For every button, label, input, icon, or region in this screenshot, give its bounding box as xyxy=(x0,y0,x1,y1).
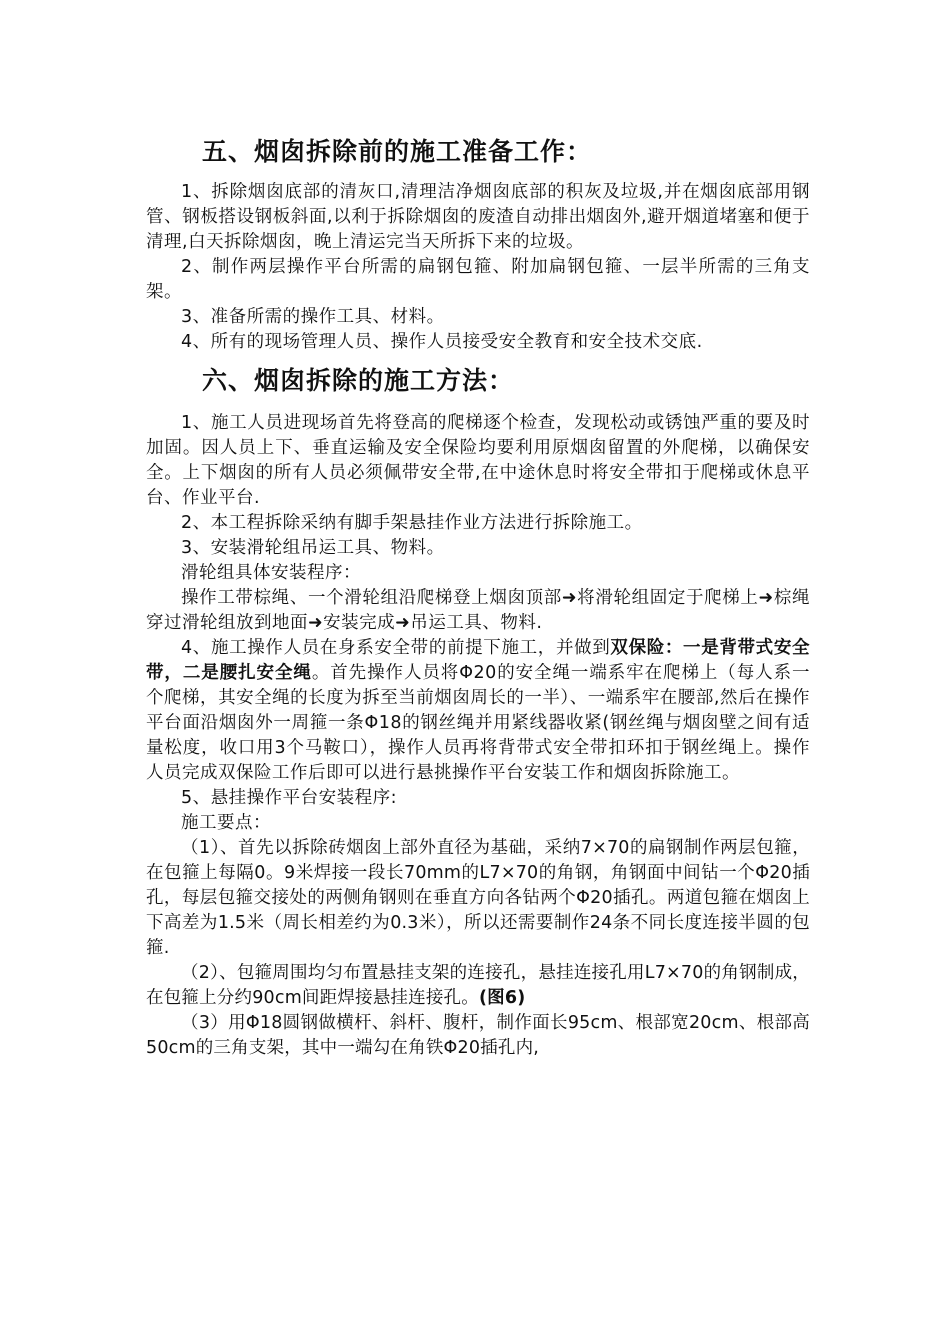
paragraph: 操作工带棕绳、一个滑轮组沿爬梯登上烟囱顶部➜将滑轮组固定于爬梯上➜棕绳穿过滑轮组放到地面➜安装完成➜吊运工具、物料. xyxy=(146,588,810,633)
figure-reference: (图6) xyxy=(478,988,526,1008)
bold-text-run: 双保险：一是背带式安全带，二是腰扎安全绳 xyxy=(146,638,810,683)
section-6-body xyxy=(146,411,810,1061)
section-5-title: 五、烟囱拆除前的施工准备工作： xyxy=(202,137,593,166)
text-run: （2）、包箍周围均匀布置悬挂支架的连接孔，悬挂连接孔用L7×70的角钢制成，在包箍上分约90cm间距焊接悬挂连接孔。 xyxy=(146,963,810,1008)
document-page xyxy=(146,128,810,1061)
paragraph: 1、拆除烟囱底部的清灰口,清理洁净烟囱底部的积灰及垃圾,并在烟囱底部用钢管、钢板搭设钢板斜面,以利于拆除烟囱的废渣自动排出烟囱外,避开烟道堵塞和便于清理,白天拆除烟囱，晚上清运完当天所拆下来的垃圾。 xyxy=(146,182,810,252)
paragraph: 5、悬挂操作平台安装程序: xyxy=(181,788,398,808)
section-6-title: 六、烟囱拆除的施工方法： xyxy=(202,366,515,395)
paragraph: 3、安装滑轮组吊运工具、物料。 xyxy=(181,538,445,558)
section-5-body xyxy=(146,180,810,355)
text-run: 4、施工操作人员在身系安全带的前提下施工，并做到 xyxy=(181,638,611,658)
paragraph xyxy=(146,961,810,1011)
paragraph: 2、本工程拆除采纳有脚手架悬挂作业方法进行拆除施工。 xyxy=(181,513,643,533)
paragraph: 2、制作两层操作平台所需的扁钢包箍、附加扁钢包箍、一层半所需的三角支架。 xyxy=(146,257,810,302)
text-run: 。首先操作人员将Φ20的安全绳一端系牢在爬梯上（每人系一个爬梯，其安全绳的长度为拆至当前烟囱周长的一半）、一端系牢在腰部,然后在操作平台面沿烟囱外一周箍一条Φ18的钢丝绳并用紧线器收紧(钢丝绳与烟囱壁之间有适量松度，收口用3个马鞍口），操作人员再将背带式安全带扣环扣于钢丝绳上。操作人员完成双保险工作后即可以进行悬挑操作平台安装工作和烟囱拆除施工。 xyxy=(146,663,810,783)
paragraph: （1）、首先以拆除砖烟囱上部外直径为基础，采纳7×70的扁钢制作两层包箍，在包箍上每隔0。9米焊接一段长70mm的L7×70的角钢，角钢面中间钻一个Φ20插孔，每层包箍交接处的两侧角钢则在垂直方向各钻两个Φ20插孔。两道包箍在烟囱上下高差为1.5米（周长相差约为0.3米），所以还需要制作24条不同长度连接半圆的包箍. xyxy=(146,838,810,958)
paragraph: （3）用Φ18圆钢做横杆、斜杆、腹杆，制作面长95cm、根部宽20cm、根部高50cm的三角支架，其中一端勾在角铁Φ20插孔内, xyxy=(146,1013,810,1058)
paragraph: 4、所有的现场管理人员、操作人员接受安全教育和安全技术交底. xyxy=(181,332,703,352)
paragraph: 3、准备所需的操作工具、材料。 xyxy=(181,307,445,327)
paragraph: 滑轮组具体安装程序： xyxy=(181,563,361,583)
paragraph: 施工要点： xyxy=(181,813,271,833)
paragraph xyxy=(146,636,810,786)
paragraph: 1、施工人员进现场首先将登高的爬梯逐个检查，发现松动或锈蚀严重的要及时加固。因人员上下、垂直运输及安全保险均要利用原烟囱留置的外爬梯，以确保安全。上下烟囱的所有人员必须佩带安全带,在中途休息时将安全带扣于爬梯或休息平台、作业平台. xyxy=(146,413,810,508)
